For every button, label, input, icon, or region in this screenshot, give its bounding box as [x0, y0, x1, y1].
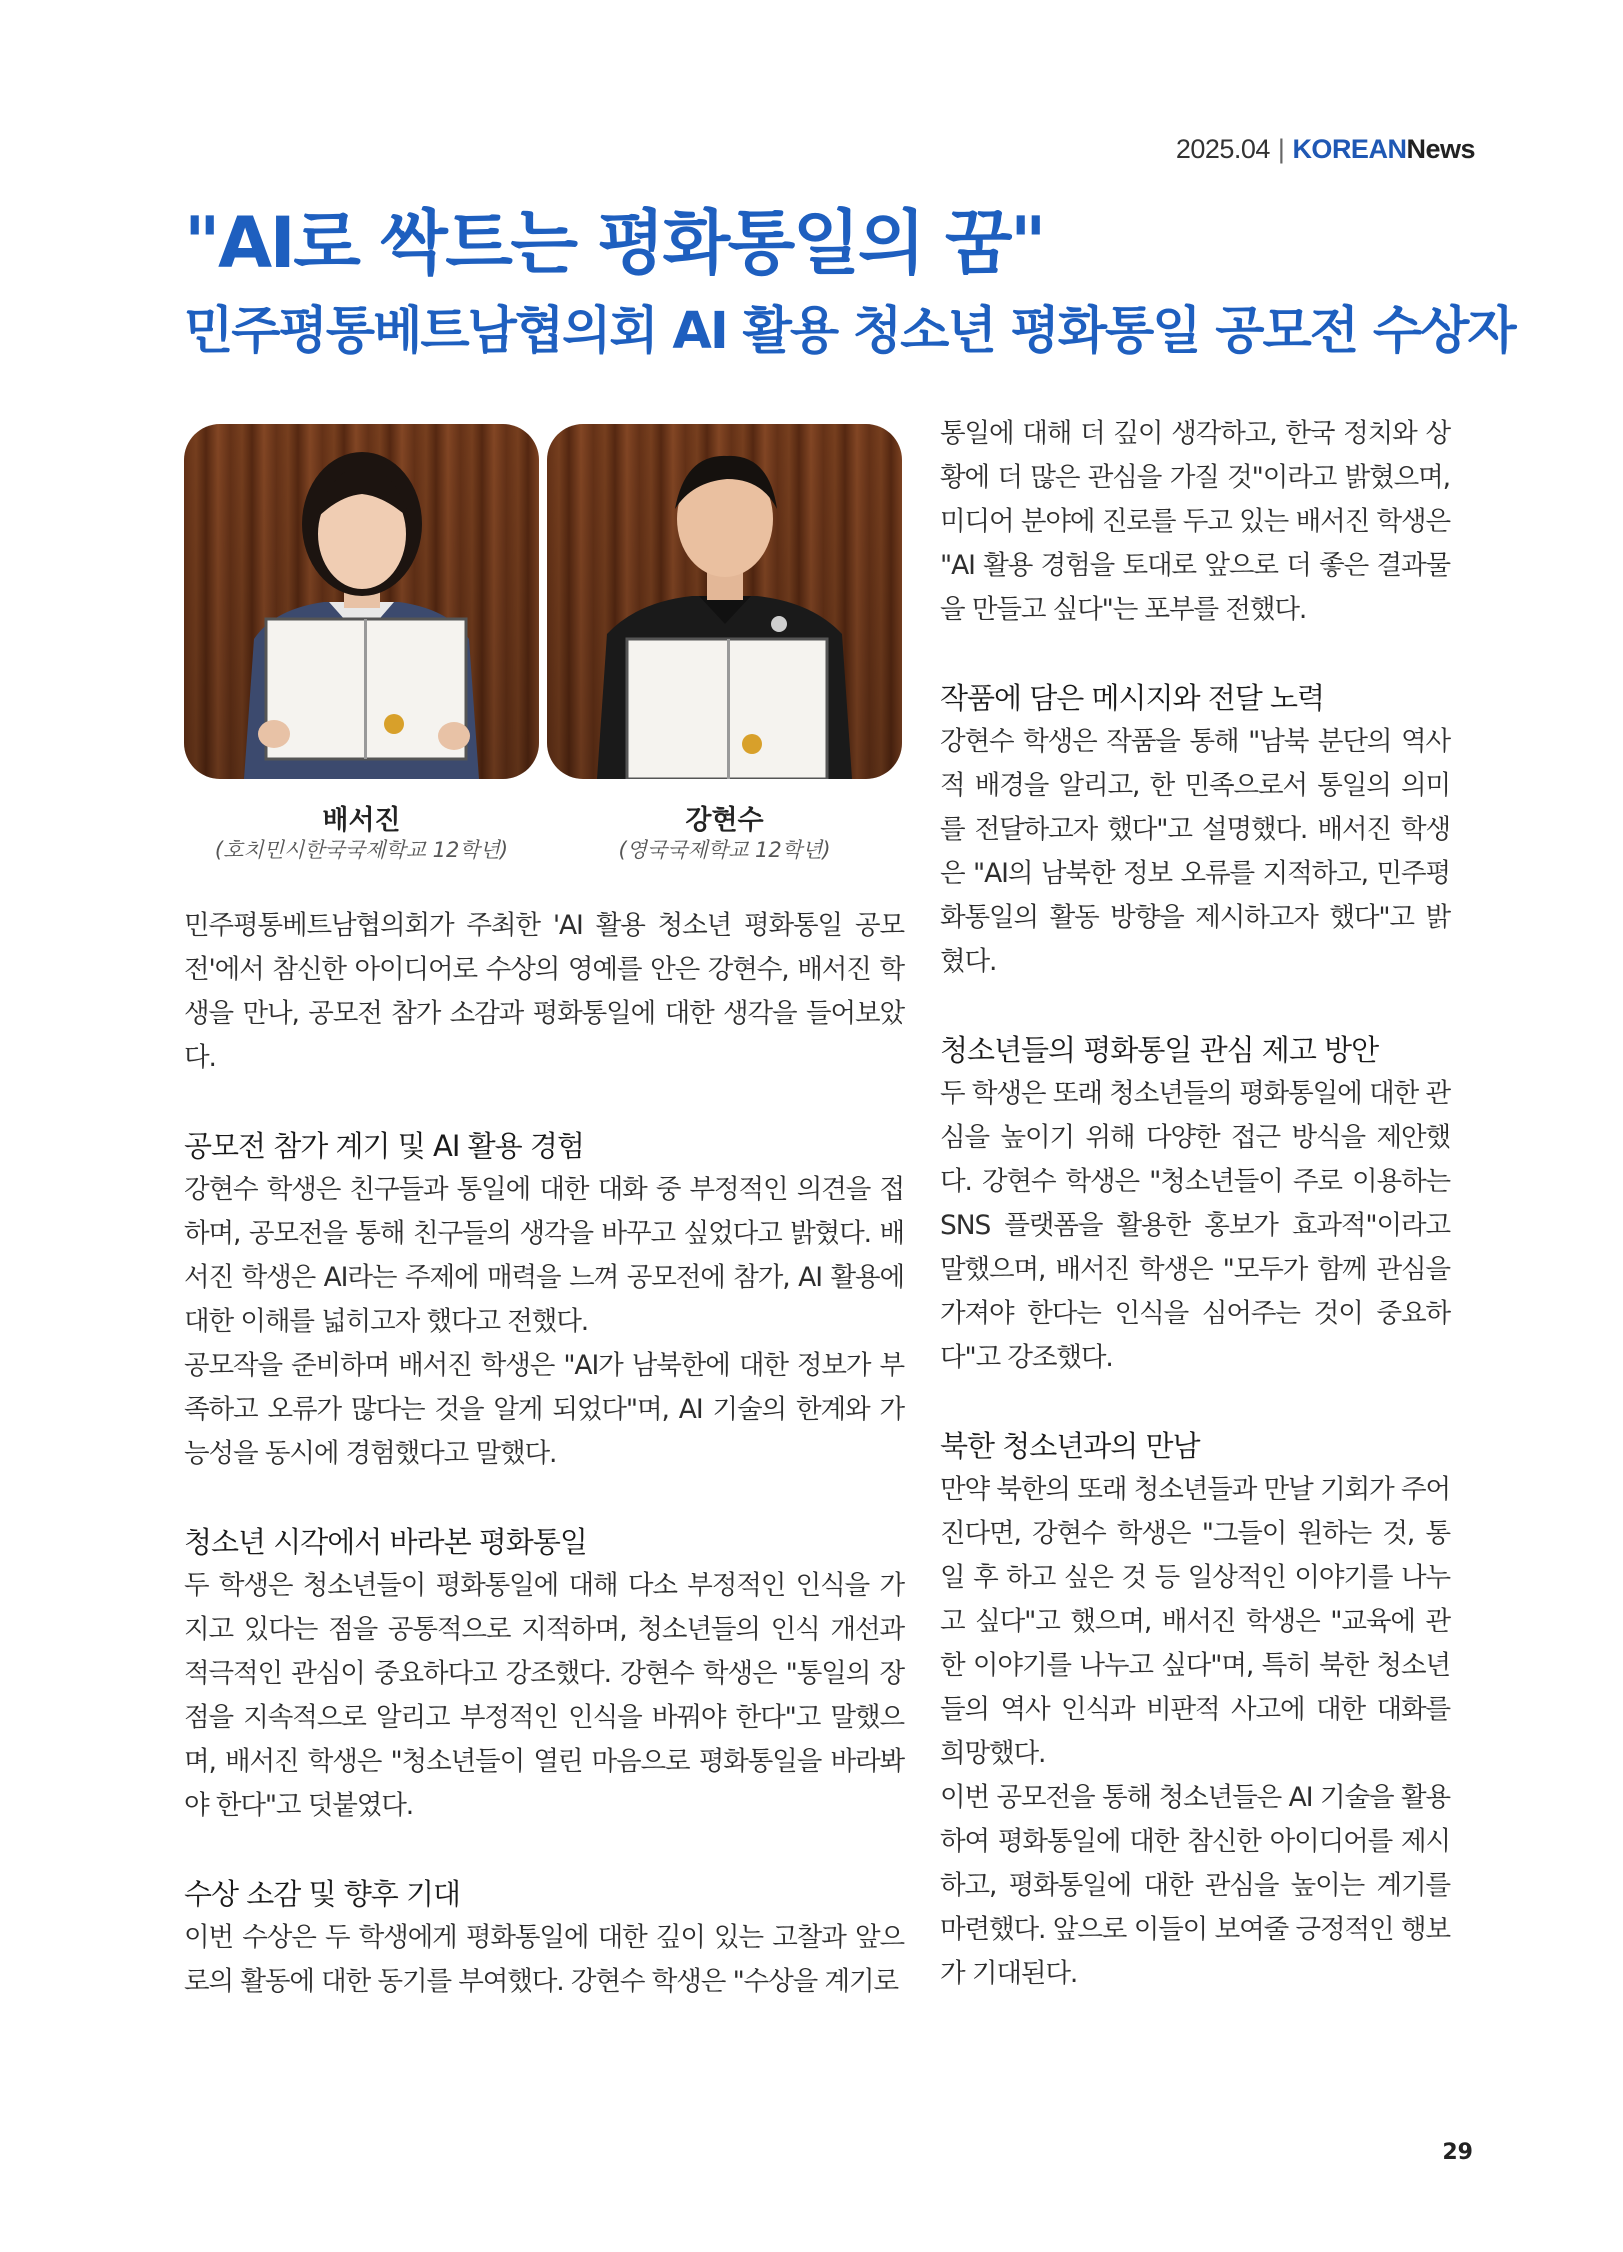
body-paragraph: 강현수 학생은 작품을 통해 "남북 분단의 역사적 배경을 알리고, 한 민족으로서 통일의 의미를 전달하고자 했다"고 설명했다. 배서진 학생은 "AI의 남북한 정보 오류를 지적하고, 민주평화통일의 활동 방향을 제시하고자 했다"고 밝혔다. [940, 726, 1450, 977]
issue-header [1176, 134, 1475, 165]
body-paragraph: 이번 공모전을 통해 청소년들은 AI 기술을 활용하여 평화통일에 대한 참신한 아이디어를 제시하고, 평화통일에 대한 관심을 높이는 계기를 마련했다. 앞으로 이들이 보여줄 긍정적인 행보가 기대된다. [940, 1782, 1450, 1989]
photo-1-school: (호치민시한국국제학교 12학년) [214, 838, 509, 862]
left-column [184, 904, 904, 2004]
body-paragraph: 이번 수상은 두 학생에게 평화통일에 대한 깊이 있는 고찰과 앞으로의 활동에 대한 동기를 부여했다. 강현수 학생은 "수상을 계기로 [184, 1922, 904, 1997]
section-heading: 공모전 참가 계기 및 AI 활용 경험 [184, 1129, 584, 1163]
section-heading: 청소년 시각에서 바라본 평화통일 [184, 1525, 587, 1559]
section-heading: 수상 소감 및 향후 기대 [184, 1877, 460, 1911]
body-paragraph: 강현수 학생은 친구들과 통일에 대한 대화 중 부정적인 의견을 접하며, 공모전을 통해 친구들의 생각을 바꾸고 싶었다고 밝혔다. 배서진 학생은 AI라는 주제에 매력을 느껴 공모전에 참가, AI 활용에 대한 이해를 넓히고자 했다고 전했다. [184, 1174, 904, 1337]
body-paragraph: 두 학생은 또래 청소년들의 평화통일에 대한 관심을 높이기 위해 다양한 접근 방식을 제안했다. 강현수 학생은 "청소년들이 주로 이용하는 SNS 플랫폼을 활용한 홍보가 효과적"이라고 말했으며, 배서진 학생은 "모두가 함께 관심을 가져야 한다는 인식을 심어주는 것이 중요하다"고 강조했다. [940, 1078, 1450, 1373]
photo-2-name: 강현수 [685, 805, 764, 836]
photo-1-name: 배서진 [322, 805, 401, 836]
body-paragraph: 공모작을 준비하며 배서진 학생은 "AI가 남북한에 대한 정보가 부족하고 오류가 많다는 것을 알게 되었다"며, AI 기술의 한계와 가능성을 동시에 경험했다고 말했다. [184, 1350, 904, 1469]
section-heading: 작품에 담은 메시지와 전달 노력 [940, 681, 1325, 715]
header-separator: | [1277, 134, 1285, 164]
headline-subtitle: 민주평통베트남협의회 AI 활용 청소년 평화통일 공모전 수상자 [184, 302, 1515, 361]
issue-date: 2025.04 [1175, 134, 1270, 164]
brand-korean: KOREAN [1292, 134, 1407, 164]
right-column [940, 412, 1450, 1996]
continuation-paragraph: 통일에 대해 더 깊이 생각하고, 한국 정치와 상황에 더 많은 관심을 가질 것"이라고 밝혔으며, 미디어 분야에 진로를 두고 있는 배서진 학생은 "AI 활용 경험을 토대로 앞으로 더 좋은 결과물을 만들고 싶다"는 포부를 전했다. [940, 418, 1450, 625]
student-photo-1 [184, 424, 539, 779]
page-number: 29 [1442, 2140, 1473, 2165]
photo-2-school: (영국국제학교 12학년) [618, 838, 831, 862]
brand-news: News [1406, 134, 1475, 164]
section-heading: 북한 청소년과의 만남 [940, 1429, 1200, 1463]
section-heading: 청소년들의 평화통일 관심 제고 방안 [940, 1033, 1379, 1067]
student-photo-2 [547, 424, 902, 779]
body-paragraph: 만약 북한의 또래 청소년들과 만날 기회가 주어진다면, 강현수 학생은 "그들이 원하는 것, 통일 후 하고 싶은 것 등 일상적인 이야기를 나누고 싶다"고 했으며, 배서진 학생은 "교육에 관한 이야기를 나누고 싶다"며, 특히 북한 청소년들의 역사 인식과 비판적 사고에 대한 대화를 희망했다. [940, 1474, 1450, 1769]
headline-title: "AI로 싹트는 평화통일의 꿈" [184, 202, 1044, 284]
body-paragraph: 두 학생은 청소년들이 평화통일에 대해 다소 부정적인 인식을 가지고 있다는 점을 공통적으로 지적하며, 청소년들의 인식 개선과 적극적인 관심이 중요하다고 강조했다. 강현수 학생은 "통일의 장점을 지속적으로 알리고 부정적인 인식을 바꿔야 한다"고 말했으며, 배서진 학생은 "청소년들이 열린 마음으로 평화통일을 바라봐야 한다"고 덧붙였다. [184, 1570, 904, 1821]
intro-paragraph: 민주평통베트남협의회가 주최한 'AI 활용 청소년 평화통일 공모전'에서 참신한 아이디어로 수상의 영예를 안은 강현수, 배서진 학생을 만나, 공모전 참가 소감과 평화통일에 대한 생각을 들어보았다. [184, 910, 904, 1073]
